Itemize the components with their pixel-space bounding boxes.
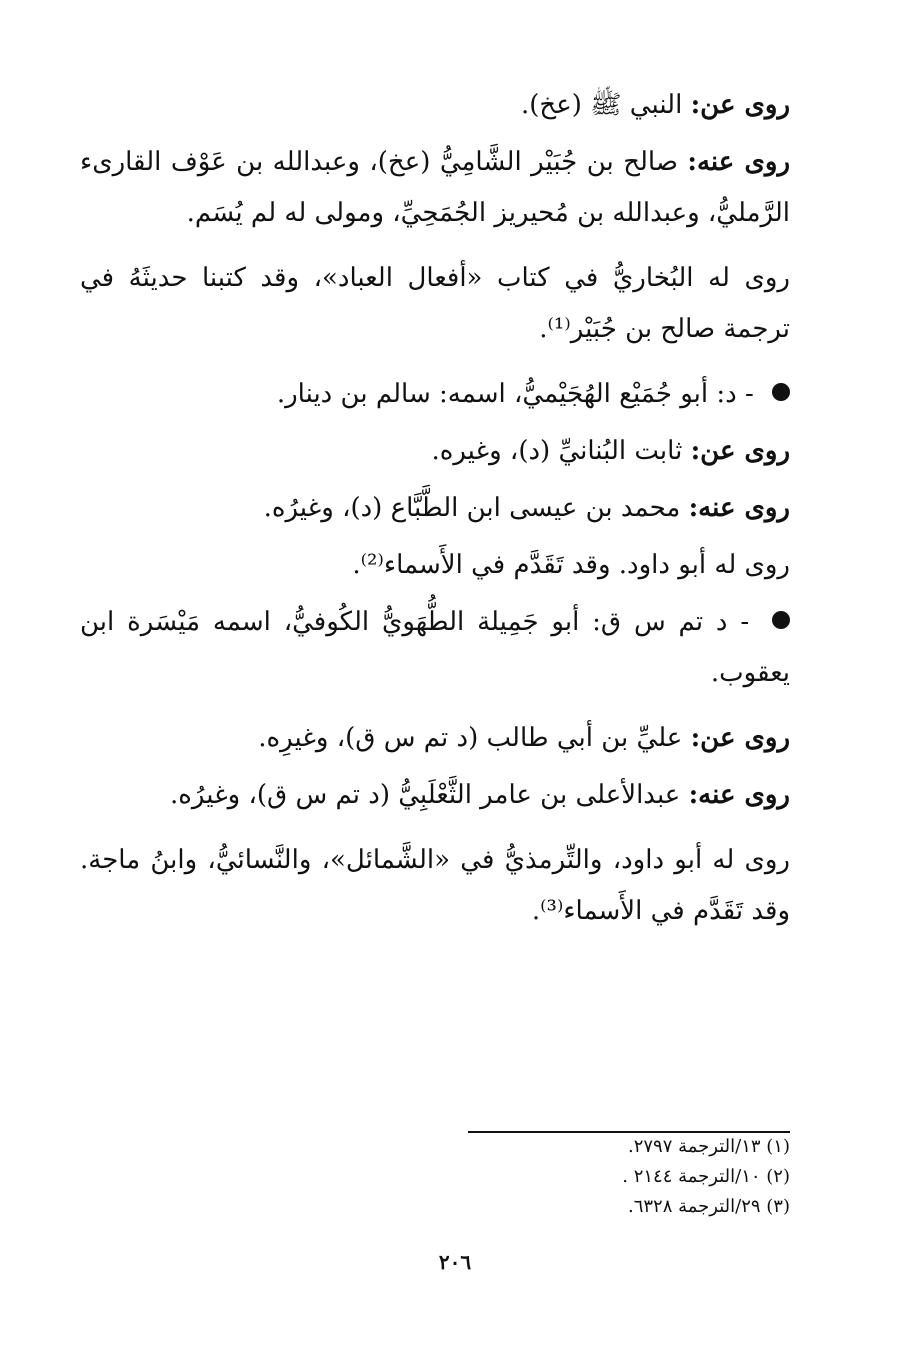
footnotes <box>468 1132 790 1222</box>
page-body <box>80 80 790 951</box>
paragraph-narrated-from-1 <box>80 80 790 131</box>
label-narrated-from: روى عن: <box>690 723 790 753</box>
paragraph-text: روى له أبو داود، والتِّرمذيُّ في «الشَّمائل»، والنَّسائيُّ، وابنُ ماجة. وقد تَقَدَّم في الأَسماء⁽³⁾. <box>80 845 790 926</box>
entry-text: - د تم س ق: أبو جَمِيلة الطُّهَويُّ الكُوفيُّ، اسمه مَيْسَرة ابن يعقوب. <box>80 607 790 688</box>
label-narrated-from: روى عن: <box>690 90 790 120</box>
bullet-icon <box>772 611 790 629</box>
paragraph-text: عبدالأعلى بن عامر الثَّعْلَبِيُّ (د تم س ق)، وغيرُه. <box>170 780 681 810</box>
bullet-icon <box>772 383 790 401</box>
footnote-3: (٣) ٢٩/الترجمة ٦٣٢٨. <box>627 1196 790 1217</box>
entry-abu-jamila <box>80 597 790 699</box>
entry-abu-jumay <box>80 369 790 420</box>
footnote-1: (١) ١٣/الترجمة ٢٧٩٧. <box>627 1136 790 1157</box>
label-narrated-by: روى عنه: <box>688 780 790 810</box>
paragraph-narrated-for-3 <box>80 835 790 937</box>
paragraph-text: محمد بن عيسى ابن الطَّبَّاع (د)، وغيرُه. <box>263 493 681 523</box>
paragraph-narrated-for-2 <box>80 540 790 591</box>
paragraph-text: النبي ﷺ (عخ). <box>521 90 683 120</box>
paragraph-narrated-from-2 <box>80 426 790 477</box>
footnote-2: (٢) ١٠/الترجمة ٢١٤٤ . <box>622 1166 790 1187</box>
label-narrated-by: روى عنه: <box>688 493 790 523</box>
paragraph-text: صالح بن جُبَيْر الشَّامِيُّ (عخ)، وعبدالله بن عَوْف القارىء الرَّمليُّ، وعبدالله بن مُحيريز الجُمَحِيِّ، ومولى له لم يُسَم. <box>80 147 790 228</box>
page-number: ٢٠٦ <box>438 1250 472 1274</box>
paragraph-narrated-by-2 <box>80 483 790 534</box>
paragraph-text: ثابت البُنانيِّ (د)، وغيره. <box>431 436 683 466</box>
label-narrated-by: روى عنه: <box>687 147 790 177</box>
paragraph-narrated-from-3 <box>80 713 790 764</box>
entry-text: - د: أبو جُمَيْع الهُجَيْميُّ، اسمه: سالم بن دينار. <box>276 379 754 409</box>
paragraph-narrated-for-1 <box>80 253 790 355</box>
paragraph-narrated-by-3 <box>80 770 790 821</box>
paragraph-text: روى له البُخاريُّ في كتاب «أفعال العباد»، وقد كتبنا حديثَهُ في ترجمة صالح بن جُبَيْر⁽¹⁾. <box>80 263 790 344</box>
label-narrated-from: روى عن: <box>690 436 790 466</box>
paragraph-text: روى له أبو داود. وقد تَقَدَّم في الأَسماء⁽²⁾. <box>352 550 790 580</box>
paragraph-text: عليِّ بن أبي طالب (د تم س ق)، وغيرِه. <box>258 723 683 753</box>
paragraph-narrated-by-1 <box>80 137 790 239</box>
